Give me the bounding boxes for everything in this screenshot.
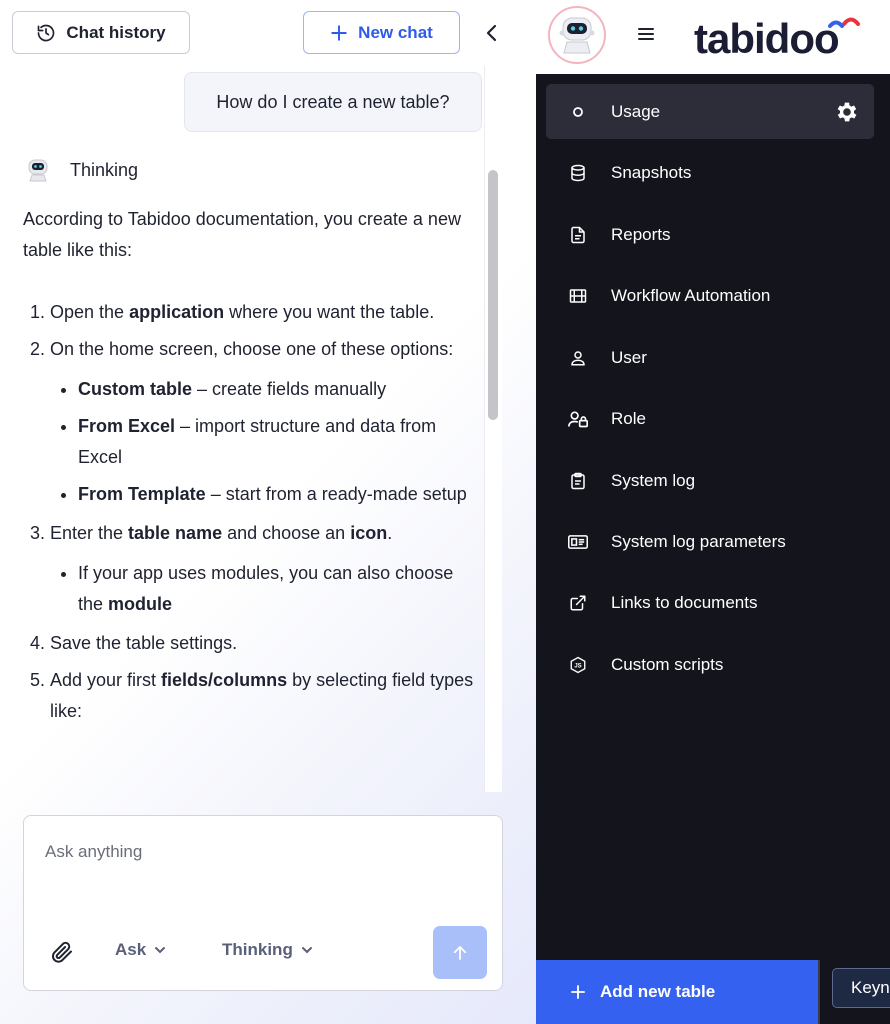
gear-icon[interactable] (834, 99, 860, 125)
database-icon (567, 162, 589, 184)
nav-item-workflow-automation[interactable] (546, 268, 874, 323)
id-card-icon (567, 531, 589, 553)
collapse-panel-button[interactable] (478, 18, 506, 48)
nav-item-label: Custom scripts (611, 654, 724, 674)
bot-status (24, 156, 138, 184)
mode-label: Ask (115, 940, 147, 959)
nav-item-user[interactable] (546, 330, 874, 385)
nav-sidebar (536, 74, 890, 960)
plus-icon (570, 984, 586, 1000)
composer (23, 815, 503, 991)
nav-header (536, 0, 890, 74)
chevron-left-icon (484, 23, 500, 43)
nav-item-label: User (611, 347, 647, 367)
option-item: • Custom table – create fields manually (78, 374, 481, 405)
document-icon (567, 224, 589, 246)
bot-status-label: Thinking (70, 159, 139, 180)
tabidoo-logo[interactable] (694, 16, 866, 65)
chevron-down-icon (301, 946, 313, 954)
nav-item-snapshots[interactable] (546, 145, 874, 200)
nav-item-role[interactable] (546, 391, 874, 446)
step-item: 5. Add your first fields/columns by selecting field types like: (50, 665, 481, 727)
menu-button[interactable] (636, 24, 656, 44)
svg-text:tabidoo: tabidoo (694, 16, 839, 60)
chevron-down-icon (154, 946, 166, 954)
message-list (0, 64, 502, 792)
chat-history-button[interactable] (12, 11, 190, 54)
arrow-up-icon (451, 944, 469, 962)
nav-item-label: Snapshots (611, 162, 692, 182)
mode-select[interactable] (115, 940, 166, 960)
clipboard-icon (567, 470, 589, 492)
nav-item-system-log[interactable] (546, 453, 874, 508)
chat-history-label: Chat history (66, 22, 166, 42)
nav-item-links-to-documents[interactable] (546, 575, 874, 630)
nav-item-label: Reports (611, 224, 671, 244)
step-item: 1. Open the application where you want the table. (50, 297, 481, 328)
svg-text:JS: JS (574, 663, 582, 670)
user-message (184, 72, 482, 132)
step-item: 3. Enter the table name and choose an icon. • If your app uses modules, you can also choose the module (50, 518, 481, 620)
thinking-label: Thinking (222, 940, 293, 959)
option-item: • From Template – start from a ready-made setup (78, 479, 481, 510)
ask-input[interactable] (45, 840, 465, 864)
keyboard-tooltip (832, 968, 890, 1008)
steps-list (23, 297, 481, 727)
assistant-avatar[interactable] (548, 6, 606, 64)
option-item: • From Excel – import structure and data from Excel (78, 411, 481, 473)
substep-list (50, 558, 481, 620)
send-button[interactable] (433, 926, 487, 979)
add-new-table-label: Add new table (600, 982, 716, 1001)
nav-item-label: Links to documents (611, 592, 758, 612)
nav-item-reports[interactable] (546, 207, 874, 262)
user-message-text: How do I create a new table? (216, 91, 450, 112)
nav-item-custom-scripts[interactable] (546, 637, 874, 692)
nav-item-label: Role (611, 408, 646, 428)
nav-item-system-log-parameters[interactable] (546, 514, 874, 569)
new-chat-label: New chat (358, 22, 433, 42)
nav-item-label: System log (611, 470, 696, 490)
bot-answer (23, 204, 481, 733)
user-icon (567, 347, 589, 369)
new-chat-button[interactable] (303, 11, 460, 54)
add-new-table-button[interactable] (536, 960, 818, 1024)
attach-button[interactable] (50, 940, 74, 964)
js-icon (567, 654, 589, 676)
tooltip-text: Keyn (851, 978, 890, 997)
robot-avatar-icon (24, 156, 52, 184)
options-list (50, 374, 481, 510)
circle-icon (567, 101, 589, 123)
robot-icon (555, 13, 599, 57)
external-link-icon (567, 592, 589, 614)
nav-item-usage[interactable] (546, 84, 874, 139)
plus-icon (330, 24, 348, 42)
user-lock-icon (567, 408, 589, 430)
step-item: 2. On the home screen, choose one of these options: • Custom table – create fields manually • From Excel – import structure and data from Excel • From Template – start from a ready-made setup (50, 334, 481, 510)
nav-item-label: Workflow Automation (611, 285, 771, 305)
hamburger-icon (636, 24, 656, 44)
nav-item-label: Usage (611, 101, 661, 121)
film-icon (567, 285, 589, 307)
nav-item-label: System log parameters (611, 531, 786, 551)
step-item: 4. Save the table settings. (50, 628, 481, 659)
answer-intro: According to Tabidoo documentation, you create a new table like this: (23, 209, 461, 260)
thinking-select[interactable] (222, 940, 313, 960)
substep-item: • If your app uses modules, you can also choose the module (78, 558, 481, 620)
paperclip-icon (50, 940, 74, 964)
history-icon (36, 23, 56, 43)
